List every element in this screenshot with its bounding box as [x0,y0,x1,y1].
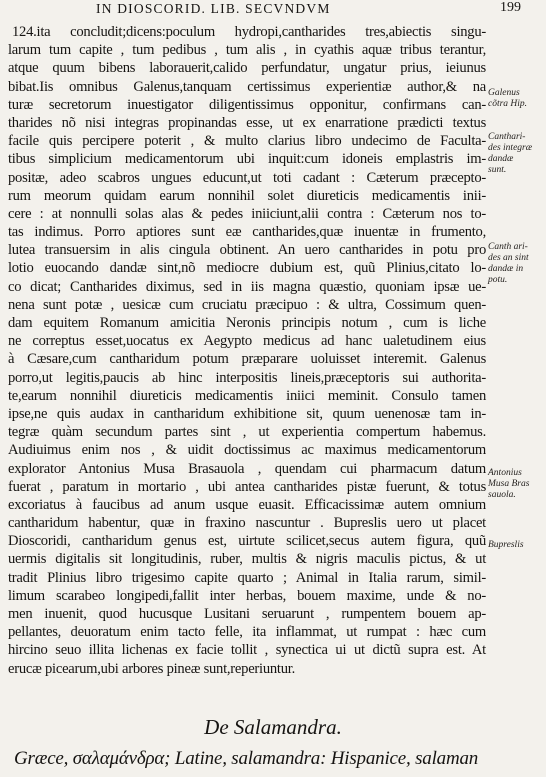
margin-note-line: dandæ in [488,264,524,274]
text-line: tharides nõ nisi integras propinandas esse, ut ex enarratione prædicti textus [8,114,486,131]
page-number: 199 [500,0,521,15]
margin-note-line: potu. [488,275,508,285]
text-line: erucæ picearum,ubi arbores pineæ sunt,reperiuntur. [8,660,295,677]
text-line: tibus simplicium medicamentorum ubi inquit:cum idoneis emplastris im- [8,151,486,168]
margin-note-line: Antonius [488,468,522,478]
margin-note-line: sauola. [488,490,516,500]
text-line: cantharidum habentur, quæ in fraxino nascuntur . Bupreslis uero ut placet [8,515,486,532]
text-line: à Cæsare,cum cantharidum potum præparare uoluisset interemit. Galenus [8,351,486,368]
text-line: men inuenit, quod hucusque Lusitani seruarunt , rumpentem bouem ap- [8,606,486,622]
margin-note-line: des integræ [488,143,533,153]
text-line: facile quis percipere poterit , & multo clarius libro undecimo de Faculta- [8,133,486,150]
margin-note [488,132,546,176]
margin-note-line: Galenus [488,88,520,98]
text-line: pellantes, deuoratum enim tacto felle, ita inflammat, ut rumpat : hæc cum [8,624,486,641]
margin-note-line: des an sint [488,253,529,263]
section-heading: De Salamandra. [204,715,342,739]
text-line: rum meorum quidam earum nonnihil solet diureticis medicamentis inii- [8,187,486,204]
margin-note [488,468,546,501]
margin-note [488,540,546,551]
margin-note [488,242,546,286]
margin-note-line: cõtra Hip. [488,99,528,109]
text-line: lotio euocando dandæ sint,nõ mediocre dubium est, quũ Plinius,citato lo- [8,260,486,277]
text-line: limum scarabeo longipedi,fallit inter herbas, bouem maxime, unde & no- [8,587,486,604]
margin-note [488,88,546,110]
text-line: ne correptus esset,uocatus ex Aegypto medicus ad hanc ualetudinem eius [8,333,486,350]
text-line: fuerat , paratum in mortario , ubi antea cantharides pistæ fuerunt, & totus [8,478,486,495]
synonyms-line: Græce, σαλαμάνδρα; Latine, salamandra: Hispanice, salaman [14,748,479,769]
text-line: co dicat; Cantharides diximus, sed in iis magna quæstio, quoniam ipsæ ue- [8,278,486,295]
text-line: dam equitem Romanum amicitia Neronis principis notum , cum is liche [8,315,486,331]
running-head [0,0,546,22]
text-line: nena sunt potæ , uesicæ cum cruciatu præcipuo : & ultra, Cossimum quen- [8,296,486,313]
text-line: tradit Plinius libro trigesimo capite quarto ; Animal in Italia rarum, simil- [8,569,486,586]
text-line: tegræ quàm secundum partes sint , ut experientia compertum habemus. [8,424,486,441]
text-line: lutea transuersim in alis cingula obtinent. An uero cantharides in potu pro [8,242,486,259]
text-line: uermis digitalis sit longitudinis, ruber, multis & nigris maculis pictus, & ut [8,551,486,568]
running-head-title: IN DIOSCORID. LIB. SECVNDVM [96,1,331,16]
margin-note-line: Canthari- [488,132,526,142]
text-line: explorator Antonius Musa Brasauola , quendam cui pharmacum datum [8,460,486,477]
text-line: ipse,ne quis audax in cantharidum exhibitione sit, quum uenenosæ tam in- [8,405,486,422]
text-line: 124.ita concludit;dicens:poculum hydropi,cantharides tres,abiectis singu- [12,24,486,40]
text-line: Audiuimus enim nos , & uidit doctissimus ac maximus medicamentorum [8,442,486,459]
text-line: excoriatus à faucibus ad anum usque euasit. Efficacissimæ autem omnium [8,496,486,513]
margin-note-line: Canth ari- [488,242,528,252]
text-line: porro,ut legitis,paucis ab hinc interpositis lineis,præceptoris sui authorita- [8,369,486,386]
text-line: positæ, adeo scabros ungues educunt,ut toti cadant : Cæterum præcepto- [8,169,486,186]
text-line: turæ secretorum inuestigator diligentissimus opponitur, confirmans can- [8,96,486,113]
margin-note-line: dandæ [488,154,514,164]
text-line: te,earum nonnihil diureticis medicamentis iniici meminit. Consulo tamen [8,387,486,404]
text-line: atque quum bibens laborauerit,calido perfundatur, ungatur prius, ieiunus [8,60,486,77]
margin-note-line: sunt. [488,165,507,175]
main-text-column [8,23,486,678]
margin-note-line: Bupreslis [488,540,524,550]
text-line: tas indimus. Porro aptiores sunt eæ cantharides,quæ inuentæ in frumento, [8,224,486,241]
text-line: Dioscoridi, cantharidum genus est, uirtute scilicet,secus autem figura, quũ [8,533,486,550]
margin-note-line: Musa Bras [488,479,530,489]
text-line: cere : at nonnulli solas alas & pedes iniiciunt,alii contra : Cæterum nos to- [8,205,486,222]
text-line: hircino seuo illita lichenas ex facie tollit , synectica ui ut dictũ supra est. At [8,642,486,659]
text-line: larum tum capite , tum pedibus , tum alis , in cyathis aquæ tribus terantur, [8,42,486,59]
text-line: bibat.Iis omnibus Galenus,tanquam certissimus experientiæ author,& na [8,78,486,95]
